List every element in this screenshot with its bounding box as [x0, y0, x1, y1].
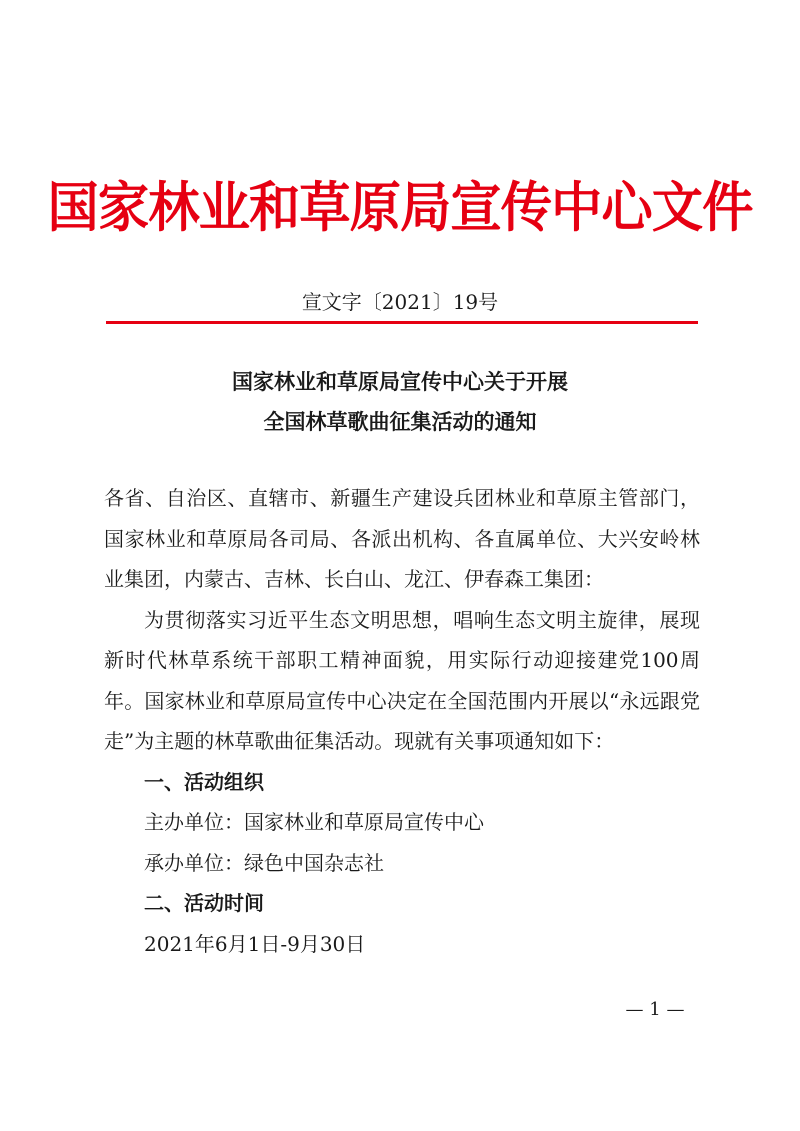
section-heading-time: 二、活动时间 [144, 891, 264, 915]
co-organizer-line: 承办单位：绿色中国杂志社 [144, 850, 384, 875]
notice-title-line-1: 国家林业和草原局宣传中心关于开展 [232, 370, 568, 394]
page-number: — 1 — [625, 999, 685, 1020]
issuer-masthead: 国家林业和草原局宣传中心文件 [47, 176, 753, 239]
intro-paragraph: 为贯彻落实习近平生态文明思想，唱响生态文明主旋律，展现新时代林草系统干部职工精神面貌，用实际行动迎接建党100周年。国家林业和草原局宣传中心决定在全国范围内开展以“永远跟党走”为主题的林草歌曲征集活动。现就有关事项通知如下： [104, 607, 700, 753]
notice-body [104, 478, 700, 964]
addressee-paragraph: 各省、自治区、直辖市、新疆生产建设兵团林业和草原主管部门，国家林业和草原局各司局、各派出机构、各直属单位、大兴安岭林业集团，内蒙古、吉林、长白山、龙江、伊春森工集团： [104, 486, 700, 591]
organizer-line: 主办单位：国家林业和草原局宣传中心 [144, 810, 484, 834]
document-number: 宣文字〔2021〕19号 [301, 290, 499, 314]
red-separator-rule [106, 321, 698, 324]
notice-title-line-2: 全国林草歌曲征集活动的通知 [263, 410, 537, 434]
notice-title [0, 362, 800, 442]
section-heading-organization: 一、活动组织 [144, 769, 264, 794]
activity-period: 2021年6月1日-9月30日 [144, 931, 366, 956]
